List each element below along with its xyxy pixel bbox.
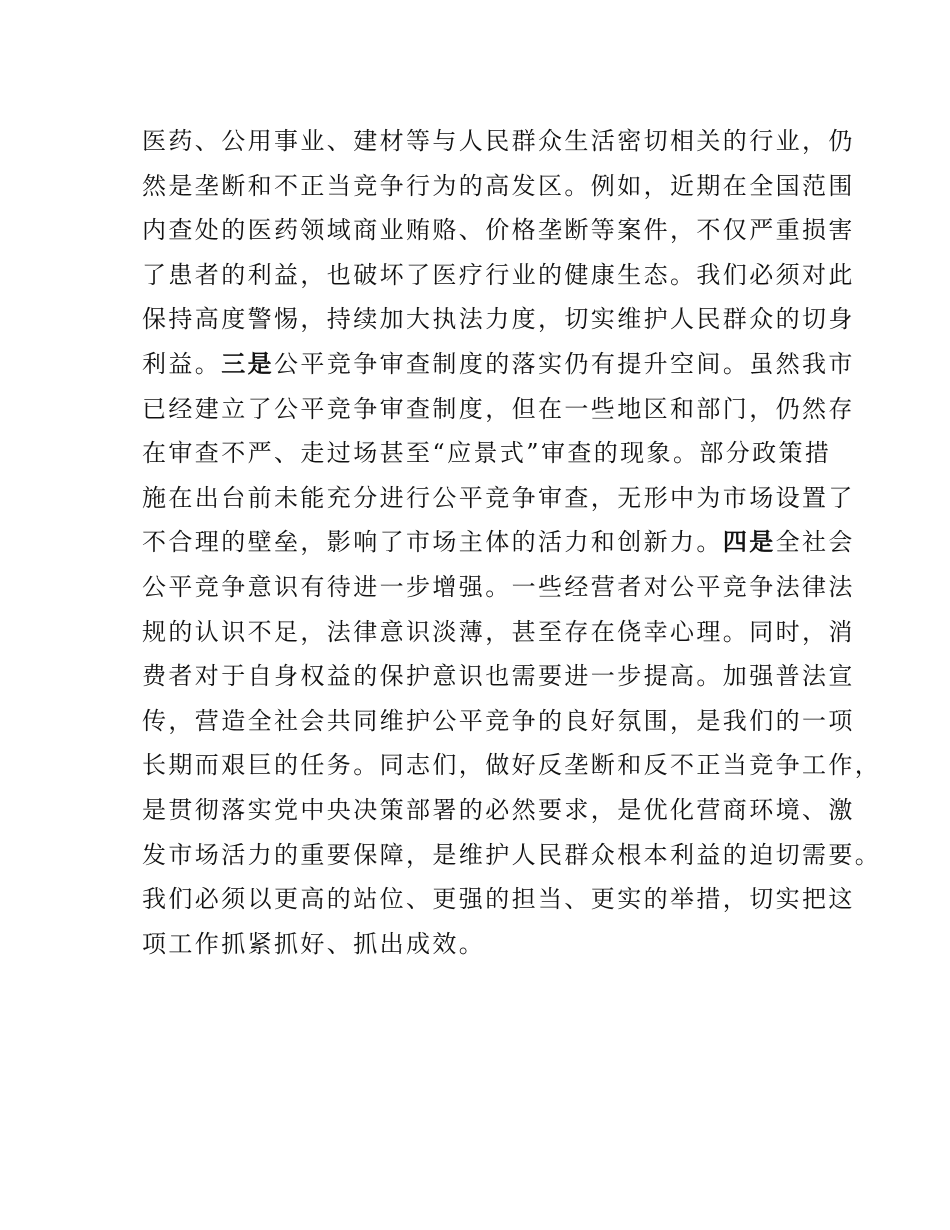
text-segment: 不合理的壁垒，影响了市场主体的活力和创新力。 bbox=[142, 528, 723, 557]
text-segment: 已经建立了公平竞争审查制度，但在一些地区和部门，仍然存 bbox=[142, 394, 855, 423]
text-line bbox=[142, 431, 832, 476]
text-line bbox=[142, 164, 855, 209]
text-segment: 传，营造全社会共同维护公平竞争的良好氛围，是我们的一项 bbox=[142, 706, 855, 735]
text-segment: 内查处的医药领域商业贿赂、价格垄断等案件，不仅严重损害 bbox=[142, 216, 855, 245]
text-line bbox=[142, 342, 855, 387]
document-body-text bbox=[142, 119, 882, 966]
text-line bbox=[142, 877, 855, 922]
text-line bbox=[142, 699, 855, 744]
text-line bbox=[142, 922, 832, 967]
text-line bbox=[142, 208, 855, 253]
text-line bbox=[142, 833, 882, 878]
text-segment: 项工作抓紧抓好、抓出成效。 bbox=[142, 929, 486, 958]
text-segment: 医药、公用事业、建材等与人民群众生活密切相关的行业，仍 bbox=[142, 127, 855, 155]
text-line bbox=[142, 743, 882, 788]
text-line bbox=[142, 610, 855, 655]
text-segment: 发市场活力的重要保障，是维护人民群众根本利益的迫切需要。 bbox=[142, 840, 882, 869]
emphasis-marker: 三是 bbox=[221, 349, 275, 378]
text-segment: 保持高度警惕，持续加大执法力度，切实维护人民群众的切身 bbox=[142, 305, 855, 334]
text-segment: 然是垄断和不正当竞争行为的高发区。例如，近期在全国范围 bbox=[142, 171, 855, 200]
text-line bbox=[142, 387, 855, 432]
text-segment: 长期而艰巨的任务。同志们，做好反垄断和反不正当竞争工作， bbox=[142, 751, 882, 780]
text-segment: 规的认识不足，法律意识淡薄，甚至存在侥幸心理。同时，消 bbox=[142, 617, 855, 646]
text-segment: 施在出台前未能充分进行公平竞争审查，无形中为市场设置了 bbox=[142, 483, 855, 512]
text-segment: 利益。 bbox=[142, 349, 222, 378]
text-segment: 公平竞争意识有待进一步增强。一些经营者对公平竞争法律法 bbox=[142, 572, 855, 601]
text-segment: 了患者的利益，也破坏了医疗行业的健康生态。我们必须对此 bbox=[142, 260, 855, 289]
text-segment: 公平竞争审查制度的落实仍有提升空间。虽然我市 bbox=[274, 349, 855, 378]
text-line bbox=[142, 297, 855, 342]
text-line bbox=[142, 788, 855, 833]
text-segment: 是贯彻落实党中央决策部署的必然要求，是优化营商环境、激 bbox=[142, 795, 855, 824]
text-line bbox=[142, 476, 855, 521]
text-line bbox=[142, 520, 855, 565]
text-segment: 我们必须以更高的站位、更强的担当、更实的举措，切实把这 bbox=[142, 885, 855, 914]
emphasis-marker: 四是 bbox=[722, 528, 776, 557]
text-segment: 费者对于自身权益的保护意识也需要进一步提高。加强普法宣 bbox=[142, 662, 855, 691]
text-line bbox=[142, 253, 855, 298]
text-segment: 在审查不严、走过场甚至“应景式”审查的现象。部分政策措 bbox=[142, 439, 832, 468]
text-line bbox=[142, 654, 855, 699]
text-line bbox=[142, 119, 855, 164]
text-line bbox=[142, 565, 855, 610]
text-segment: 全社会 bbox=[775, 528, 855, 557]
